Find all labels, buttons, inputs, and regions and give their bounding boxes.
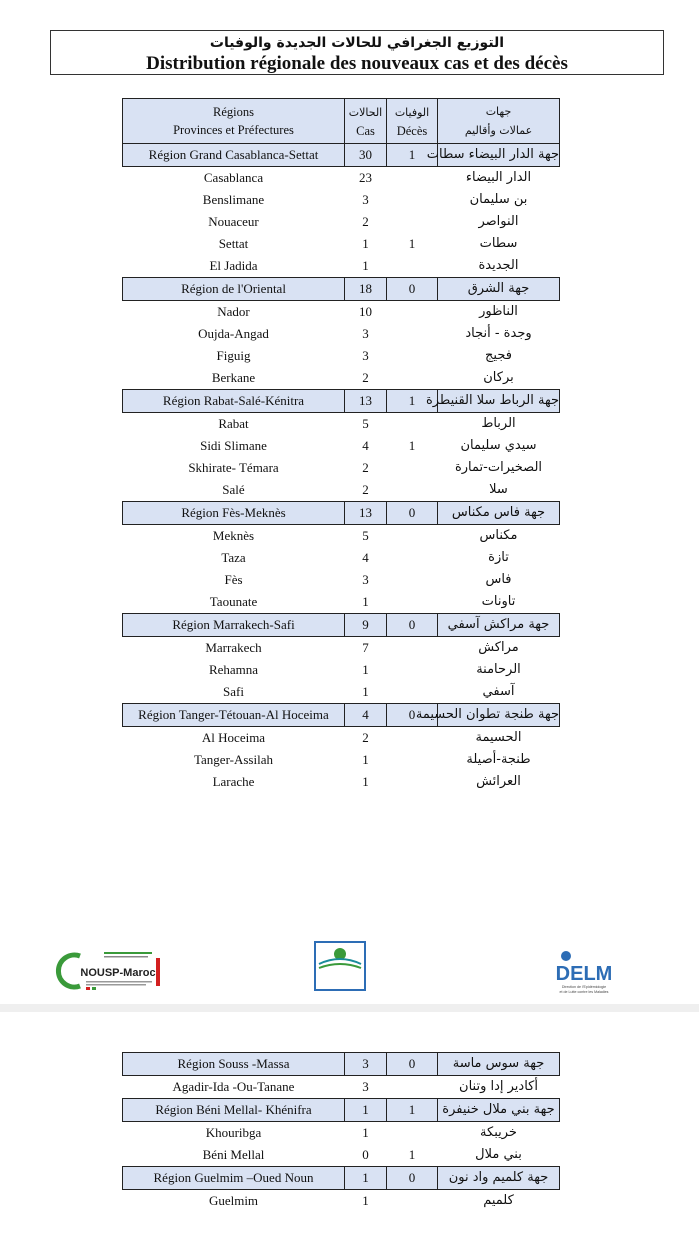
province-row <box>123 435 560 457</box>
arabic-name-cell: وجدة - أنجاد <box>465 326 532 341</box>
cases-cell: 1 <box>362 752 369 767</box>
arabic-name-cell: جهة مراكش آسفي <box>438 614 560 637</box>
province-row <box>123 591 560 614</box>
name-cell: Larache <box>212 774 255 789</box>
arabic-name-cell: جهة فاس مكناس <box>438 502 560 525</box>
cases-cell: 4 <box>345 704 387 727</box>
arabic-name-cell: النواصر <box>478 214 519 229</box>
province-row <box>123 525 560 548</box>
arabic-name-cell: الحسيمة <box>475 730 522 745</box>
region-row <box>123 390 560 413</box>
province-row <box>123 569 560 591</box>
arabic-name-cell: تاونات <box>481 594 516 609</box>
name-cell: Benslimane <box>202 192 265 207</box>
deaths-cell <box>387 681 438 704</box>
deaths-cell <box>387 167 438 190</box>
header-deces: الوفيات Décès <box>387 99 438 144</box>
arabic-name-cell: بني ملال <box>475 1147 522 1162</box>
cases-cell: 3 <box>362 1079 369 1094</box>
arabic-name-cell: سطات <box>479 236 518 251</box>
name-cell: Sidi Slimane <box>200 438 267 453</box>
deaths-cell <box>387 771 438 793</box>
cases-cell: 1 <box>362 662 369 677</box>
cases-cell: 4 <box>362 438 369 453</box>
name-cell: Béni Mellal <box>202 1147 265 1162</box>
deaths-cell: 0 <box>387 502 438 525</box>
arabic-name-cell: الجديدة <box>478 258 519 273</box>
region-row <box>123 1099 560 1122</box>
province-row <box>123 323 560 345</box>
name-cell: Fès <box>224 572 243 587</box>
delm-logo <box>552 948 616 998</box>
cases-cell: 5 <box>362 528 369 543</box>
province-row <box>123 211 560 233</box>
region-row <box>123 1167 560 1190</box>
name-cell: Skhirate- Témara <box>188 460 279 475</box>
deaths-cell <box>387 1190 438 1213</box>
name-cell: Oujda-Angad <box>198 326 269 341</box>
province-row <box>123 659 560 681</box>
deaths-cell <box>387 479 438 502</box>
province-row <box>123 167 560 190</box>
deaths-cell: 1 <box>408 438 416 453</box>
cases-cell: 3 <box>362 348 369 363</box>
name-cell: Guelmim <box>208 1193 259 1208</box>
province-row <box>123 727 560 750</box>
name-cell: Agadir-Ida -Ou-Tanane <box>172 1079 295 1094</box>
svg-text:Direction de l'Epidémiologie: Direction de l'Epidémiologie <box>561 985 607 989</box>
cases-cell: 10 <box>359 304 372 319</box>
header-arabic: جهات عمالات وأقاليم <box>438 99 560 144</box>
name-cell: Région Béni Mellal- Khénifra <box>123 1099 345 1122</box>
header-regions: Régions Provinces et Préfectures <box>123 99 345 144</box>
arabic-name-cell: كلميم <box>483 1193 514 1208</box>
arabic-name-cell: جهة بني ملال خنيفرة <box>438 1099 560 1122</box>
name-cell: Région Souss -Massa <box>123 1053 345 1076</box>
name-cell: El Jadida <box>209 258 258 273</box>
deaths-cell <box>387 211 438 233</box>
distribution-table-page2 <box>122 1052 560 1212</box>
arabic-name-cell: سيدي سليمان <box>460 438 537 453</box>
province-row <box>123 457 560 479</box>
name-cell: Meknès <box>212 528 255 543</box>
deaths-cell: 0 <box>387 278 438 301</box>
nousp-logo <box>66 950 162 992</box>
name-cell: Région Guelmim –Oued Noun <box>123 1167 345 1190</box>
cases-cell: 3 <box>345 1053 387 1076</box>
cases-cell: 2 <box>362 460 369 475</box>
province-row <box>123 771 560 793</box>
deaths-cell <box>387 345 438 367</box>
cases-cell: 2 <box>362 730 369 745</box>
arabic-name-cell: جهة الرباط سلا القنيطرة <box>438 390 560 413</box>
svg-text:NOUSP-Maroc: NOUSP-Maroc <box>80 967 156 979</box>
cases-cell: 1 <box>345 1167 387 1190</box>
cases-cell: 1 <box>362 1125 369 1140</box>
deaths-cell <box>387 591 438 614</box>
arabic-name-cell: جهة الدار البيضاء سطات <box>438 144 560 167</box>
ministry-emblem-logo <box>313 940 367 992</box>
svg-text:et de Lutte contre les Maladie: et de Lutte contre les Maladies <box>559 990 609 994</box>
province-row <box>123 345 560 367</box>
arabic-name-cell: العرائش <box>476 774 521 789</box>
title-arabic: التوزيع الجغرافي للحالات الجديدة والوفيات <box>209 35 505 51</box>
arabic-name-cell: بركان <box>483 370 514 385</box>
page-separator <box>0 1004 699 1012</box>
title-french: Distribution régionale des nouveaux cas et des décès <box>146 53 568 74</box>
province-row <box>123 413 560 436</box>
cases-cell: 23 <box>359 170 372 185</box>
deaths-cell: 1 <box>408 1147 416 1162</box>
cases-cell: 18 <box>345 278 387 301</box>
name-cell: Région Fès-Meknès <box>123 502 345 525</box>
province-row <box>123 681 560 704</box>
name-cell: Berkane <box>211 370 256 385</box>
arabic-name-cell: سلا <box>489 482 508 497</box>
name-cell: Région Tanger-Tétouan-Al Hoceima <box>123 704 345 727</box>
province-row <box>123 189 560 211</box>
arabic-name-cell: تازة <box>488 550 509 565</box>
name-cell: Khouribga <box>205 1125 262 1140</box>
arabic-name-cell: الناظور <box>479 304 518 319</box>
region-row <box>123 502 560 525</box>
arabic-name-cell: جهة كلميم واد نون <box>438 1167 560 1190</box>
province-row <box>123 1076 560 1099</box>
table-header <box>123 99 560 144</box>
province-row <box>123 749 560 771</box>
deaths-cell <box>387 189 438 211</box>
deaths-cell: 0 <box>387 614 438 637</box>
name-cell: Tanger-Assilah <box>194 752 273 767</box>
province-row <box>123 1190 560 1213</box>
arabic-name-cell: الصخيرات-تمارة <box>454 460 543 475</box>
svg-text:DELM: DELM <box>555 963 613 985</box>
deaths-cell <box>387 547 438 569</box>
cases-cell: 3 <box>362 192 369 207</box>
cases-cell: 30 <box>345 144 387 167</box>
arabic-name-cell: جهة الشرق <box>438 278 560 301</box>
name-cell: Région Grand Casablanca-Settat <box>123 144 345 167</box>
arabic-name-cell: الرباط <box>481 416 516 431</box>
province-row <box>123 233 560 255</box>
cases-cell: 13 <box>345 390 387 413</box>
cases-cell: 2 <box>362 370 369 385</box>
name-cell: Casablanca <box>203 170 264 185</box>
name-cell: Salé <box>222 482 245 497</box>
region-row <box>123 278 560 301</box>
region-row <box>123 704 560 727</box>
name-cell: Région Marrakech-Safi <box>123 614 345 637</box>
cases-cell: 7 <box>362 640 369 655</box>
arabic-name-cell: الدار البيضاء <box>465 170 532 185</box>
cases-cell: 2 <box>362 214 369 229</box>
deaths-cell <box>387 255 438 278</box>
arabic-name-cell: خريبكة <box>480 1125 517 1140</box>
deaths-cell <box>387 323 438 345</box>
cases-cell: 1 <box>362 594 369 609</box>
deaths-cell: 1 <box>387 390 438 413</box>
cases-cell: 1 <box>362 774 369 789</box>
title-box <box>50 30 664 75</box>
province-row <box>123 637 560 660</box>
name-cell: Marrakech <box>205 640 262 655</box>
deaths-cell: 0 <box>387 1167 438 1190</box>
name-cell: Région Rabat-Salé-Kénitra <box>123 390 345 413</box>
deaths-cell <box>387 569 438 591</box>
deaths-cell: 0 <box>387 1053 438 1076</box>
arabic-name-cell: فاس <box>485 572 512 587</box>
deaths-cell <box>387 457 438 479</box>
deaths-cell <box>387 301 438 324</box>
name-cell: Rehamna <box>208 662 259 677</box>
province-row <box>123 367 560 390</box>
logos-bar <box>0 940 699 1000</box>
name-cell: Nador <box>217 304 250 319</box>
cases-cell: 2 <box>362 482 369 497</box>
deaths-cell <box>387 659 438 681</box>
deaths-cell: 1 <box>408 236 416 251</box>
name-cell: Taounate <box>209 594 258 609</box>
deaths-cell <box>387 637 438 660</box>
cases-cell: 1 <box>362 236 369 251</box>
deaths-cell <box>387 749 438 771</box>
deaths-cell <box>387 1076 438 1099</box>
deaths-cell: 1 <box>387 1099 438 1122</box>
cases-cell: 0 <box>362 1147 369 1162</box>
province-row <box>123 479 560 502</box>
arabic-name-cell: جهة طنجة تطوان الحسيمة <box>438 704 560 727</box>
cases-cell: 13 <box>345 502 387 525</box>
cases-cell: 3 <box>362 326 369 341</box>
province-row <box>123 301 560 324</box>
arabic-name-cell: مراكش <box>478 640 519 655</box>
cases-cell: 4 <box>362 550 369 565</box>
deaths-cell: 1 <box>387 144 438 167</box>
region-row <box>123 1053 560 1076</box>
province-row <box>123 1122 560 1145</box>
deaths-cell: 0 <box>387 704 438 727</box>
cases-cell: 1 <box>362 1193 369 1208</box>
name-cell: Taza <box>221 550 246 565</box>
arabic-name-cell: أكادير إدا وتنان <box>459 1079 538 1094</box>
deaths-cell <box>387 413 438 436</box>
arabic-name-cell: طنجة-أصيلة <box>466 752 531 767</box>
arabic-name-cell: جهة سوس ماسة <box>438 1053 560 1076</box>
name-cell: Al Hoceima <box>201 730 266 745</box>
arabic-name-cell: بن سليمان <box>469 192 528 207</box>
cases-cell: 1 <box>362 258 369 273</box>
arabic-name-cell: آسفي <box>482 684 515 699</box>
arabic-name-cell: الرحامنة <box>476 662 521 677</box>
name-cell: Rabat <box>218 416 249 431</box>
name-cell: Safi <box>223 684 244 699</box>
deaths-cell <box>387 727 438 750</box>
deaths-cell <box>387 367 438 390</box>
deaths-cell <box>387 525 438 548</box>
header-cas: الحالات Cas <box>345 99 387 144</box>
region-row <box>123 144 560 167</box>
region-row <box>123 614 560 637</box>
arabic-name-cell: مكناس <box>479 528 518 543</box>
province-row <box>123 255 560 278</box>
cases-cell: 3 <box>362 572 369 587</box>
name-cell: Nouaceur <box>208 214 259 229</box>
distribution-table-page1 <box>122 98 560 793</box>
province-row <box>123 547 560 569</box>
name-cell: Région de l'Oriental <box>123 278 345 301</box>
cases-cell: 1 <box>362 684 369 699</box>
arabic-name-cell: فجيج <box>485 348 512 363</box>
cases-cell: 5 <box>362 416 369 431</box>
province-row <box>123 1144 560 1167</box>
cases-cell: 1 <box>345 1099 387 1122</box>
cases-cell: 9 <box>345 614 387 637</box>
name-cell: Settat <box>218 236 249 251</box>
deaths-cell <box>387 1122 438 1145</box>
name-cell: Figuig <box>216 348 251 363</box>
